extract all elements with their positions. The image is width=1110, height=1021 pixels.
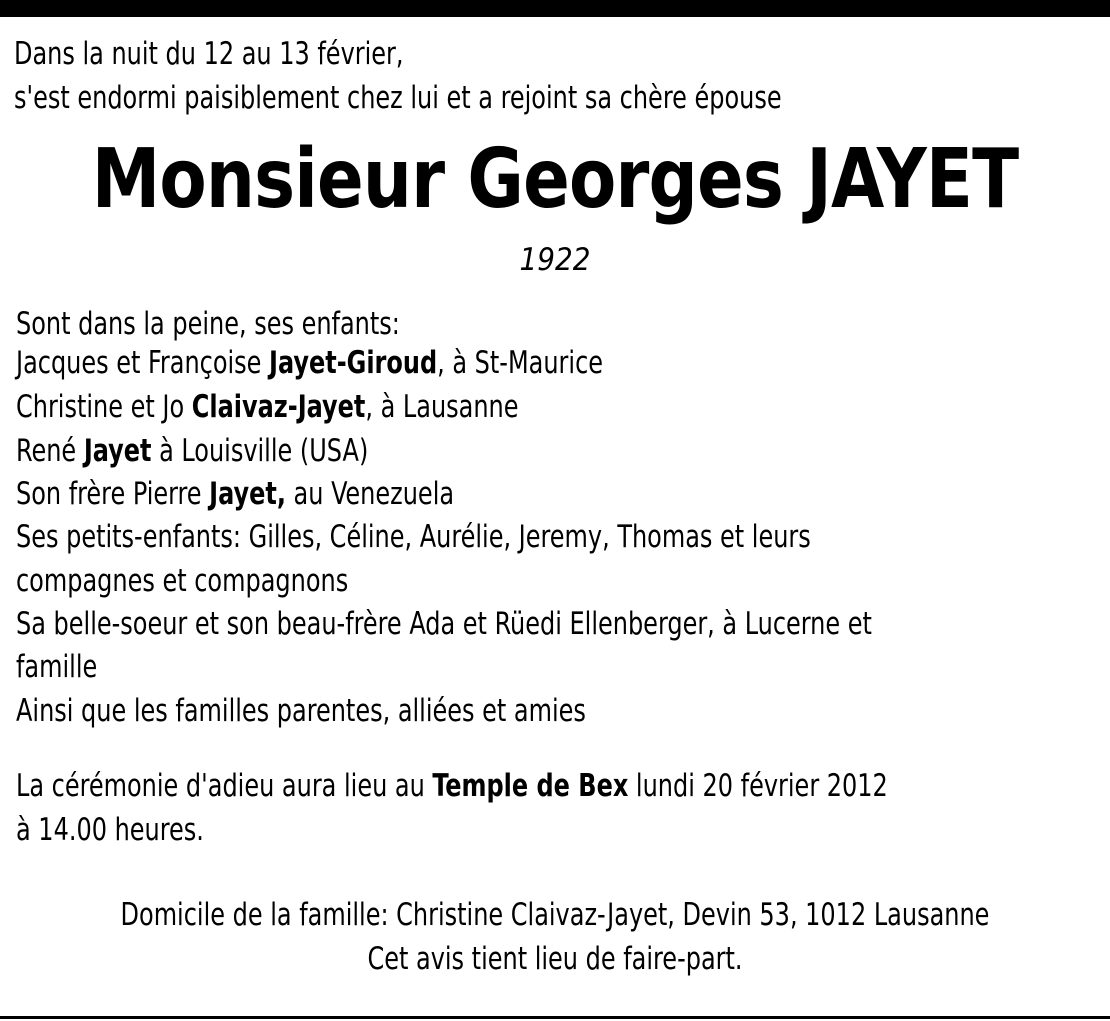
ceremony-line-2: à 14.00 heures. <box>16 812 204 848</box>
child1-place: , à St-Maurice <box>437 345 604 381</box>
mourner-line-child2 <box>16 389 519 425</box>
ceremony-date: lundi 20 février 2012 <box>628 768 888 804</box>
mourner-line-brother <box>16 476 454 512</box>
child1-surname: Jayet-Giroud <box>269 345 438 381</box>
other-families: Ainsi que les familles parentes, alliées et amies <box>16 693 586 729</box>
child3-names: René <box>16 433 84 469</box>
inlaws-line-2: famille <box>16 649 98 685</box>
ceremony-line-1 <box>16 768 888 804</box>
brother-place: au Venezuela <box>285 476 455 512</box>
mourners-heading: Sont dans la peine, ses enfants: <box>16 306 400 342</box>
grandchildren-line-2: compagnes et compagnons <box>16 563 349 599</box>
child2-place: , à Lausanne <box>365 389 519 425</box>
grandchildren-line-1: Ses petits-enfants: Gilles, Céline, Aurélie, Jeremy, Thomas et leurs <box>16 519 811 555</box>
brother-names: Son frère Pierre <box>16 476 210 512</box>
deceased-name: Monsieur Georges JAYET <box>91 132 1019 227</box>
ceremony-place: Temple de Bex <box>432 768 629 804</box>
child3-place: à Louisville (USA) <box>151 433 369 469</box>
intro-line-2: s'est endormi paisiblement chez lui et a rejoint sa chère épouse <box>14 80 782 116</box>
child3-surname: Jayet <box>83 433 152 469</box>
intro-line-1: Dans la nuit du 12 au 13 février, <box>14 36 404 72</box>
child2-names: Christine et Jo <box>16 389 192 425</box>
child1-names: Jacques et Françoise <box>16 345 270 381</box>
child2-surname: Claivaz-Jayet <box>191 389 366 425</box>
deceased-year: 1922 <box>519 242 591 278</box>
inlaws-line-1: Sa belle-soeur et son beau-frère Ada et Rüedi Ellenberger, à Lucerne et <box>16 606 872 642</box>
notice-statement: Cet avis tient lieu de faire-part. <box>367 941 743 977</box>
family-domicile: Domicile de la famille: Christine Claivaz-Jayet, Devin 53, 1012 Lausanne <box>120 897 990 933</box>
bottom-border-rule <box>0 1016 1110 1019</box>
brother-surname: Jayet, <box>209 476 286 512</box>
ceremony-intro: La cérémonie d'adieu aura lieu au <box>16 768 433 804</box>
top-border-rule <box>0 0 1110 17</box>
mourner-line-child3 <box>16 433 368 469</box>
mourner-line-child1 <box>16 345 603 381</box>
